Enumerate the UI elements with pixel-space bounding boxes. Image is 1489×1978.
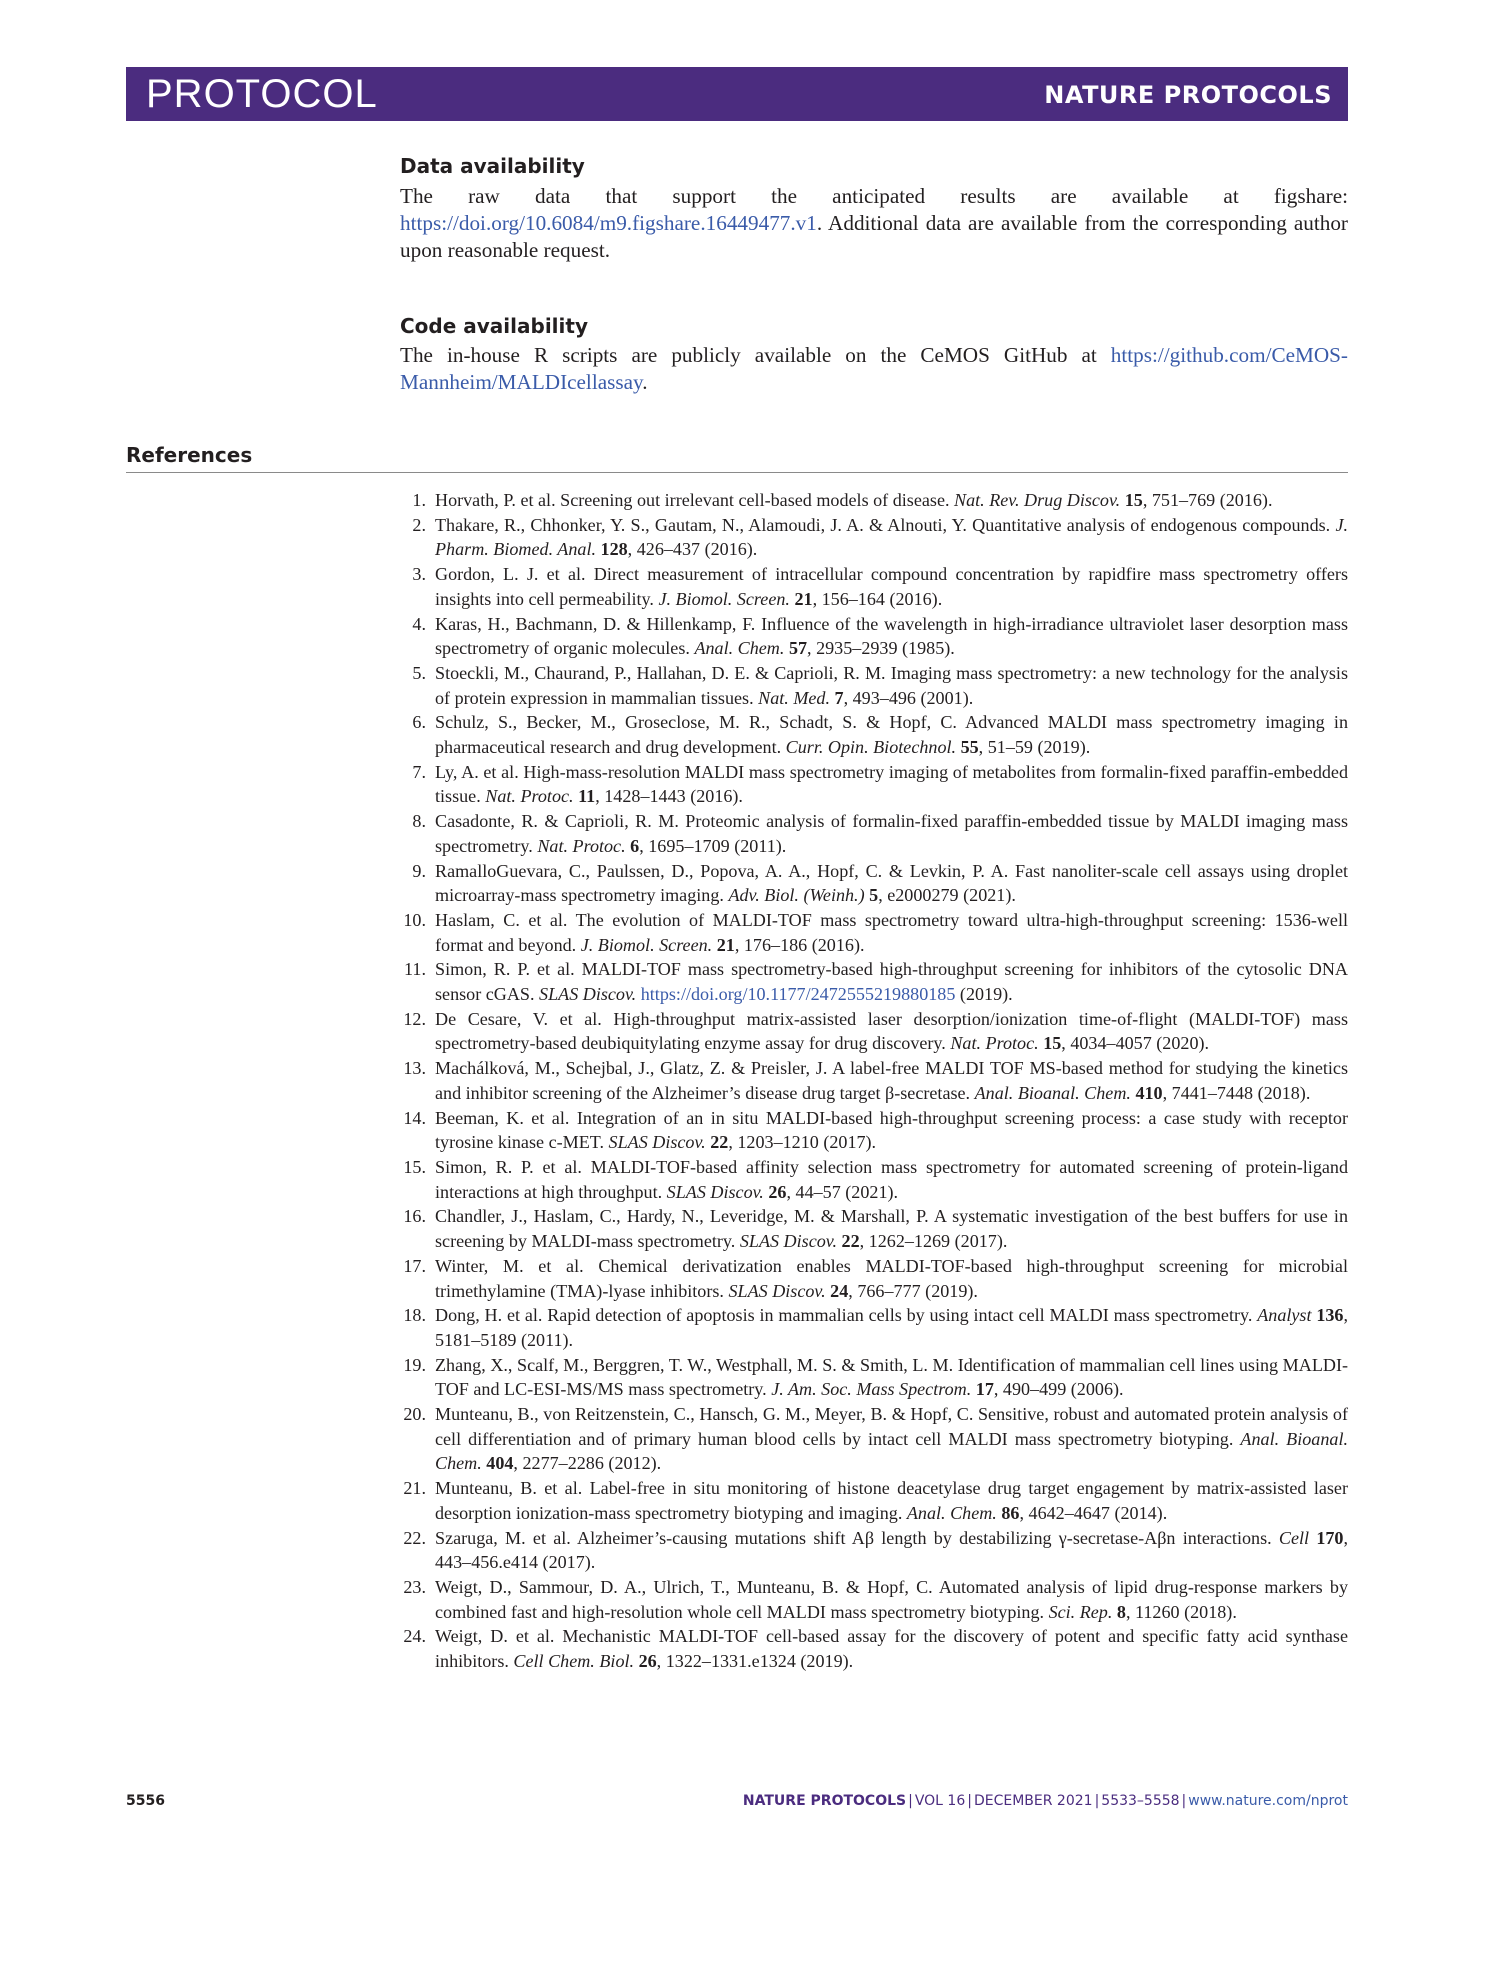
- reference-authors: Casadonte, R. & Caprioli, R. M. Proteomic analysis of formalin-fixed paraffin-embedded tissue by MALDI imaging mass spectrometry.: [435, 811, 1348, 856]
- reference-volume: 11: [578, 786, 596, 807]
- reference-item: [400, 760, 1348, 809]
- reference-item: [400, 1204, 1348, 1253]
- reference-volume: 57: [788, 638, 808, 659]
- reference-journal: Nat. Protoc.: [485, 786, 574, 807]
- reference-journal: Adv. Biol. (Weinh.): [728, 885, 865, 906]
- reference-journal: J. Am. Soc. Mass Spectrom.: [771, 1379, 972, 1400]
- reference-authors: Schulz, S., Becker, M., Groseclose, M. R., Schadt, S. & Hopf, C. Advanced MALDI mass spectrometry imaging in pharmaceutical research and drug development.: [435, 712, 1348, 758]
- reference-item: [400, 1155, 1348, 1204]
- reference-item: [400, 488, 1348, 513]
- header-banner: [126, 67, 1348, 121]
- reference-item: [400, 612, 1348, 661]
- reference-details: , 766–777 (2019).: [848, 1280, 978, 1301]
- references-divider: [126, 472, 1348, 473]
- reference-details: , 1262–1269 (2017).: [859, 1231, 1008, 1252]
- reference-authors: Winter, M. et al. Chemical derivatization enables MALDI-TOF-based high-throughput screening for microbial trimethylamine (TMA)-lyase inhibitors.: [435, 1255, 1348, 1301]
- reference-number: 10.: [403, 909, 426, 930]
- data-availability-title: Data availability: [400, 154, 585, 178]
- reference-number: 18.: [403, 1305, 426, 1326]
- reference-number: 12.: [403, 1008, 426, 1029]
- footer-citation: NATURE PROTOCOLS | VOL 16 | DECEMBER 2021 | 5533–5558 | www.nature.com/nprot: [742, 1793, 1348, 1809]
- reference-authors: Karas, H., Bachmann, D. & Hillenkamp, F. Influence of the wavelength in high-irradiance ultraviolet laser desorption mass spectrometry of organic molecules.: [435, 613, 1348, 659]
- reference-details: , 4642–4647 (2014).: [1019, 1502, 1168, 1523]
- reference-journal: SLAS Discov.: [539, 984, 637, 1005]
- reference-details: , 5181–5189 (2011).: [435, 1305, 1348, 1350]
- reference-volume: 404: [486, 1453, 514, 1474]
- reference-details: , 1322–1331.e1324 (2019).: [656, 1651, 854, 1672]
- footer-pages: 5533–5558: [1101, 1793, 1180, 1809]
- reference-volume: 136: [1316, 1305, 1344, 1326]
- reference-authors: Chandler, J., Haslam, C., Hardy, N., Leveridge, M. & Marshall, P. A systematic investigation of the best buffers for use in screening by MALDI-mass spectrometry.: [435, 1206, 1348, 1252]
- data-availability-text: The raw data that support the anticipated results are available at figshare: https://doi.org/10.6084/m9.figshare.16449477.v1. Additional data are available from the corresponding author upon reasonable request.: [400, 184, 1348, 262]
- reference-details: , 44–57 (2021).: [786, 1181, 899, 1202]
- reference-volume: 26: [638, 1651, 657, 1672]
- section-label: PROTOCOL: [146, 72, 378, 116]
- reference-item: [400, 562, 1348, 611]
- reference-number: 5.: [412, 662, 426, 683]
- reference-volume: 410: [1135, 1082, 1163, 1103]
- reference-volume: 170: [1316, 1527, 1344, 1548]
- reference-details: , 2935–2939 (1985).: [807, 638, 955, 659]
- reference-authors: Simon, R. P. et al. MALDI-TOF mass spectrometry-based high-throughput screening for inhibitors of the cytosolic DNA sensor cGAS.: [435, 959, 1348, 1005]
- reference-authors: RamalloGuevara, C., Paulssen, D., Popova, A. A., Hopf, C. & Levkin, P. A. Fast nanoliter-scale cell assays using droplet microarray-mass spectrometry imaging.: [435, 860, 1348, 906]
- reference-number: 1.: [412, 490, 426, 510]
- reference-number: 11.: [404, 959, 426, 980]
- reference-number: 20.: [403, 1404, 426, 1425]
- footer-url-link[interactable]: www.nature.com/nprot: [1188, 1793, 1348, 1809]
- references-title: References: [126, 443, 253, 467]
- reference-number: 23.: [403, 1576, 426, 1597]
- reference-volume: 26: [768, 1181, 787, 1202]
- reference-number: 24.: [403, 1626, 426, 1647]
- reference-authors: Simon, R. P. et al. MALDI-TOF-based affinity selection mass spectrometry for automated screening of protein-ligand interactions at high throughput.: [435, 1156, 1348, 1202]
- reference-journal: Nat. Med.: [758, 687, 830, 708]
- reference-volume: 128: [600, 539, 628, 560]
- reference-volume: 7: [834, 687, 844, 708]
- reference-authors: Gordon, L. J. et al. Direct measurement of intracellular compound concentration by rapidfire mass spectrometry offers insights into cell permeability.: [435, 564, 1348, 609]
- reference-item: [400, 1106, 1348, 1155]
- reference-doi-link[interactable]: https://doi.org/10.1177/2472555219880185: [640, 984, 956, 1005]
- reference-details: , 426–437 (2016).: [627, 539, 758, 560]
- reference-item: [400, 661, 1348, 710]
- reference-volume: 22: [841, 1231, 860, 1252]
- reference-item: [400, 1353, 1348, 1402]
- reference-item: [400, 1624, 1348, 1673]
- reference-details: , 11260 (2018).: [1125, 1601, 1237, 1622]
- reference-journal: Nat. Protoc.: [537, 835, 626, 856]
- reference-number: 3.: [412, 564, 426, 585]
- reference-details: , 4034–4057 (2020).: [1061, 1033, 1210, 1054]
- reference-journal: J. Biomol. Screen.: [658, 588, 790, 609]
- reference-number: 13.: [403, 1058, 426, 1079]
- reference-item: [400, 1303, 1348, 1352]
- reference-item: [400, 1476, 1348, 1525]
- reference-number: 2.: [412, 514, 426, 535]
- reference-item: [400, 513, 1348, 562]
- reference-number: 8.: [412, 811, 426, 832]
- reference-details: , 51–59 (2019).: [978, 737, 1091, 758]
- reference-journal: Anal. Bioanal. Chem.: [435, 1428, 1348, 1474]
- reference-item: [400, 1056, 1348, 1105]
- reference-volume: 8: [1116, 1601, 1126, 1622]
- reference-authors: Machálková, M., Schejbal, J., Glatz, Z. & Preisler, J. A label-free MALDI TOF MS-based method for studying the kinetics and inhibitor screening of the Alzheimer’s disease drug target β-secretase.: [435, 1058, 1348, 1103]
- reference-authors: Weigt, D., Sammour, D. A., Ulrich, T., Munteanu, B. & Hopf, C. Automated analysis of lipid drug-response markers by combined fast and high-resolution whole cell MALDI mass spectrometry biotyping.: [435, 1576, 1348, 1622]
- reference-authors: Haslam, C. et al. The evolution of MALDI-TOF mass spectrometry toward ultra-high-throughput screening: 1536-well format and beyond.: [435, 909, 1348, 955]
- reference-authors: Szaruga, M. et al. Alzheimer’s-causing mutations shift Aβ length by destabilizing γ-secretase-Aβn interactions.: [435, 1527, 1279, 1548]
- reference-volume: 55: [960, 737, 979, 758]
- reference-item: [400, 1007, 1348, 1056]
- reference-journal: Nat. Protoc.: [950, 1033, 1039, 1054]
- page-number: 5556: [126, 1793, 165, 1809]
- reference-number: 6.: [412, 712, 426, 733]
- reference-journal: Nat. Rev. Drug Discov.: [954, 490, 1121, 510]
- reference-details: , 1428–1443 (2016).: [595, 786, 743, 807]
- reference-volume: 5: [869, 885, 879, 906]
- reference-number: 16.: [403, 1206, 426, 1227]
- reference-volume: 6: [630, 835, 640, 856]
- reference-item: [400, 957, 1348, 1006]
- reference-journal: J. Biomol. Screen.: [580, 934, 713, 955]
- reference-item: [400, 1526, 1348, 1575]
- reference-journal: Anal. Chem.: [694, 638, 785, 659]
- footer-volume: VOL 16: [914, 1793, 966, 1809]
- reference-item: [400, 1575, 1348, 1624]
- figshare-link[interactable]: https://doi.org/10.6084/m9.figshare.16449477.v1: [400, 211, 817, 235]
- reference-item: [400, 710, 1348, 759]
- reference-journal: SLAS Discov.: [728, 1280, 826, 1301]
- reference-details: , 443–456.e414 (2017).: [435, 1527, 1348, 1573]
- reference-details: , 1695–1709 (2011).: [639, 835, 787, 856]
- reference-details: , 493–496 (2001).: [843, 687, 974, 708]
- reference-authors: Dong, H. et al. Rapid detection of apoptosis in mammalian cells by using intact cell MALDI mass spectrometry.: [435, 1305, 1258, 1326]
- reference-details: , 1203–1210 (2017).: [728, 1132, 877, 1153]
- reference-details: , e2000279 (2021).: [878, 885, 1016, 906]
- reference-details: , 7441–7448 (2018).: [1162, 1082, 1311, 1103]
- reference-volume: 15: [1043, 1033, 1062, 1054]
- reference-authors: Beeman, K. et al. Integration of an in situ MALDI-based high-throughput screening process: a case study with receptor tyrosine kinase c-MET.: [435, 1107, 1348, 1153]
- reference-number: 15.: [403, 1156, 426, 1177]
- reference-authors: Ly, A. et al. High-mass-resolution MALDI mass spectrometry imaging of metabolites from formalin-fixed paraffin-embedded tissue.: [435, 761, 1348, 807]
- reference-authors: Thakare, R., Chhonker, Y. S., Gautam, N., Alamoudi, J. A. & Alnouti, Y. Quantitative analysis of endogenous compounds.: [435, 514, 1336, 535]
- reference-volume: 21: [794, 588, 813, 609]
- reference-item: [400, 859, 1348, 908]
- footer-journal: NATURE PROTOCOLS: [742, 1793, 907, 1809]
- reference-journal: J. Pharm. Biomed. Anal.: [435, 514, 1348, 560]
- reference-details: , 2277–2286 (2012).: [513, 1453, 662, 1474]
- reference-journal: Analyst: [1257, 1305, 1312, 1326]
- reference-number: 4.: [412, 613, 426, 634]
- reference-volume: 17: [975, 1379, 994, 1400]
- reference-item: [400, 908, 1348, 957]
- reference-journal: SLAS Discov.: [739, 1231, 837, 1252]
- reference-journal: Anal. Chem.: [906, 1502, 997, 1523]
- reference-number: 21.: [403, 1478, 426, 1499]
- reference-item: [400, 1402, 1348, 1476]
- reference-number: 7.: [412, 761, 426, 782]
- reference-number: 22.: [403, 1527, 426, 1548]
- code-availability-text: The in-house R scripts are publicly available on the CeMOS GitHub at https://github.com/CeMOS-Mannheim/MALDIcellassay.: [400, 343, 1348, 394]
- reference-details: , 490–499 (2006).: [993, 1379, 1124, 1400]
- reference-authors: De Cesare, V. et al. High-throughput matrix-assisted laser desorption/ionization time-of-flight (MALDI-TOF) mass spectrometry-based deubiquitylating enzyme assay for drug discovery.: [435, 1008, 1348, 1054]
- reference-number: 17.: [403, 1255, 426, 1276]
- reference-number: 9.: [412, 860, 426, 881]
- reference-journal: Cell: [1278, 1527, 1310, 1548]
- reference-volume: 21: [716, 934, 735, 955]
- reference-authors: Zhang, X., Scalf, M., Berggren, T. W., Westphall, M. S. & Smith, L. M. Identification of mammalian cell lines using MALDI-TOF and LC-ESI-MS/MS mass spectrometry.: [435, 1354, 1348, 1400]
- reference-item: [400, 1254, 1348, 1303]
- reference-details: , 176–186 (2016).: [734, 934, 865, 955]
- code-availability-title: Code availability: [400, 314, 588, 338]
- github-link[interactable]: https://github.com/CeMOS-Mannheim/MALDIcellassay: [400, 343, 1348, 394]
- reference-authors: Munteanu, B., von Reitzenstein, C., Hansch, G. M., Meyer, B. & Hopf, C. Sensitive, robust and automated protein analysis of cell differentiation and of primary human blood cells by intact cell MALDI mass spectrometry biotyping.: [435, 1404, 1348, 1449]
- journal-name: NATURE PROTOCOLS: [1044, 81, 1332, 109]
- reference-volume: 86: [1001, 1502, 1020, 1523]
- reference-volume: 15: [1124, 490, 1143, 510]
- reference-authors: Horvath, P. et al. Screening out irrelevant cell-based models of disease.: [435, 490, 955, 510]
- reference-number: 19.: [403, 1354, 426, 1375]
- reference-item: [400, 809, 1348, 858]
- reference-journal: Sci. Rep.: [1048, 1601, 1113, 1622]
- reference-details: , 751–769 (2016).: [1142, 490, 1273, 510]
- reference-journal: Cell Chem. Biol.: [513, 1651, 635, 1672]
- reference-details: (2019).: [955, 984, 1013, 1005]
- reference-details: , 156–164 (2016).: [812, 588, 943, 609]
- reference-authors: Munteanu, B. et al. Label-free in situ monitoring of histone deacetylase drug target engagement by matrix-assisted laser desorption ionization-mass spectrometry biotyping and imaging.: [435, 1478, 1348, 1523]
- reference-list: [400, 488, 1348, 1674]
- reference-journal: SLAS Discov.: [666, 1181, 764, 1202]
- footer-date: DECEMBER 2021: [973, 1793, 1093, 1809]
- reference-journal: Anal. Bioanal. Chem.: [974, 1082, 1131, 1103]
- reference-number: 14.: [403, 1107, 426, 1128]
- reference-volume: 22: [710, 1132, 729, 1153]
- reference-authors: Weigt, D. et al. Mechanistic MALDI-TOF cell-based assay for the discovery of potent and specific fatty acid synthase inhibitors.: [435, 1626, 1348, 1672]
- reference-journal: Curr. Opin. Biotechnol.: [785, 737, 957, 758]
- reference-volume: 24: [830, 1280, 849, 1301]
- reference-journal: SLAS Discov.: [608, 1132, 706, 1153]
- reference-authors: Stoeckli, M., Chaurand, P., Hallahan, D. E. & Caprioli, R. M. Imaging mass spectrometry: a new technology for the analysis of protein expression in mammalian tissues.: [435, 662, 1348, 708]
